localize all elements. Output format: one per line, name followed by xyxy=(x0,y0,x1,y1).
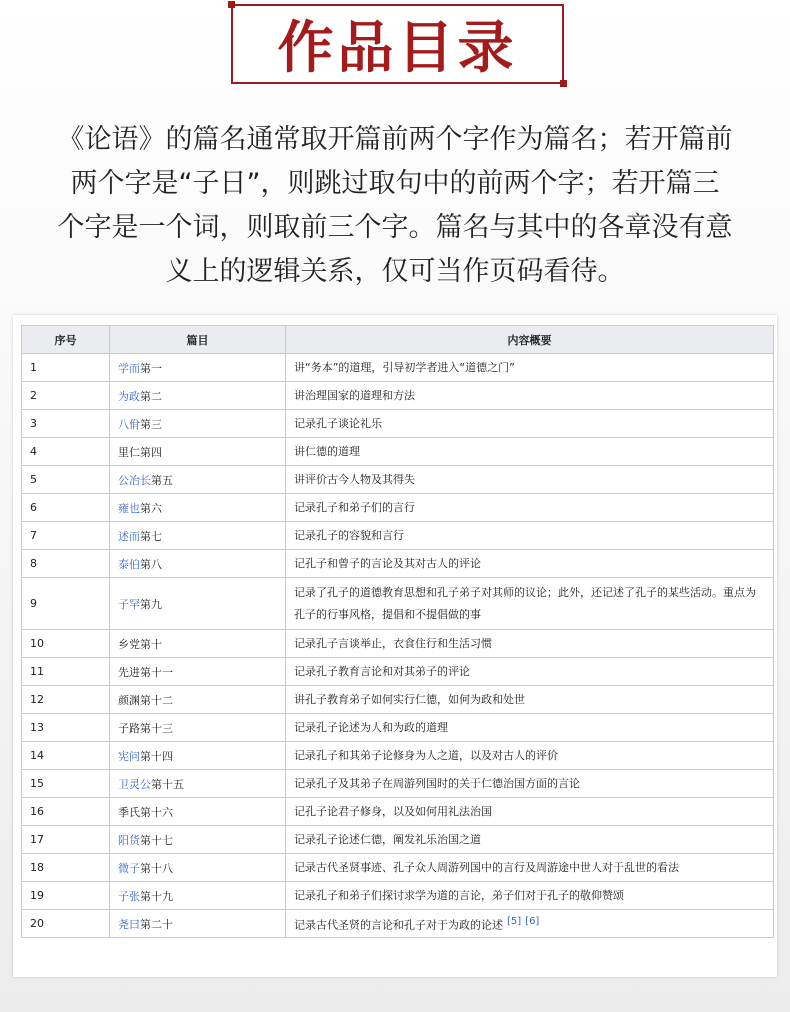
chapter-cell xyxy=(110,798,286,826)
intro-line: 两个字是“子日”，则跳过取句中的前两个字；若开篇三 xyxy=(70,168,720,199)
summary-text: 记录孔子及其弟子在周游列国时的关于仁德治国方面的言论 xyxy=(294,776,580,790)
chapter-link[interactable]: 卫灵公 xyxy=(118,777,151,791)
summary-text: 记录孔子和弟子们探讨求学为道的言论，弟子们对于孔子的敬仰赞颂 xyxy=(294,888,624,902)
intro-paragraph xyxy=(42,118,748,294)
header-summary: 内容概要 xyxy=(286,326,774,354)
chapter-name: 第十八 xyxy=(140,861,173,875)
corner-decoration xyxy=(560,80,567,87)
row-number: 5 xyxy=(22,466,110,494)
title-box xyxy=(231,4,564,84)
summary-text: 记录孔子的容貌和言行 xyxy=(294,528,404,542)
row-number: 7 xyxy=(22,522,110,550)
row-number: 19 xyxy=(22,882,110,910)
corner-decoration xyxy=(228,1,235,8)
table-row xyxy=(22,382,774,410)
chapter-cell xyxy=(110,658,286,686)
summary-text: 记录了孔子的道德教育思想和孔子弟子对其师的议论；此外，还记述了孔子的某些活动。重点为孔子的行事风格，提倡和不提倡做的事 xyxy=(294,585,756,621)
row-number: 13 xyxy=(22,714,110,742)
summary-text: 记录孔子和弟子们的言行 xyxy=(294,500,415,514)
chapter-cell xyxy=(110,770,286,798)
row-number: 3 xyxy=(22,410,110,438)
row-number: 16 xyxy=(22,798,110,826)
row-number: 18 xyxy=(22,854,110,882)
table-row xyxy=(22,522,774,550)
chapter-link[interactable]: 为政 xyxy=(118,389,140,403)
chapter-name: 第三 xyxy=(140,417,162,431)
chapter-name: 里仁第四 xyxy=(118,445,162,459)
chapter-name: 第七 xyxy=(140,529,162,543)
chapter-cell xyxy=(110,630,286,658)
table-row xyxy=(22,686,774,714)
summary-cell xyxy=(286,910,774,938)
row-number: 20 xyxy=(22,910,110,938)
chapter-name: 先进第十一 xyxy=(118,665,173,679)
table-row xyxy=(22,438,774,466)
header-chapter: 篇目 xyxy=(110,326,286,354)
chapter-link[interactable]: 微子 xyxy=(118,861,140,875)
summary-text: 记录孔子教育言论和对其弟子的评论 xyxy=(294,664,470,678)
summary-cell xyxy=(286,354,774,382)
summary-text: 记录孔子论述仁德，阐发礼乐治国之道 xyxy=(294,832,481,846)
summary-text: 记录孔子谈论礼乐 xyxy=(294,416,382,430)
chapter-cell xyxy=(110,438,286,466)
summary-cell xyxy=(286,438,774,466)
summary-cell xyxy=(286,410,774,438)
chapter-cell xyxy=(110,686,286,714)
table-row xyxy=(22,354,774,382)
chapter-cell xyxy=(110,550,286,578)
chapter-cell xyxy=(110,578,286,630)
chapter-name: 乡党第十 xyxy=(118,637,162,651)
chapter-link[interactable]: 子张 xyxy=(118,889,140,903)
summary-cell xyxy=(286,382,774,410)
table-row xyxy=(22,770,774,798)
summary-text: 记录古代圣贤的言论和孔子对于为政的论述 xyxy=(294,918,503,932)
reference-link[interactable]: [5] xyxy=(507,915,522,927)
summary-cell xyxy=(286,882,774,910)
chapter-name: 第五 xyxy=(151,473,173,487)
chapter-name: 第八 xyxy=(140,557,162,571)
row-number: 15 xyxy=(22,770,110,798)
row-number: 1 xyxy=(22,354,110,382)
chapter-link[interactable]: 学而 xyxy=(118,361,140,375)
row-number: 10 xyxy=(22,630,110,658)
chapter-link[interactable]: 公冶长 xyxy=(118,473,151,487)
row-number: 12 xyxy=(22,686,110,714)
chapter-cell xyxy=(110,882,286,910)
header-num: 序号 xyxy=(22,326,110,354)
table-row xyxy=(22,494,774,522)
row-number: 8 xyxy=(22,550,110,578)
summary-text: 讲“务本”的道理，引导初学者进入“道德之门” xyxy=(294,360,515,374)
summary-cell xyxy=(286,742,774,770)
chapter-name: 第十九 xyxy=(140,889,173,903)
row-number: 17 xyxy=(22,826,110,854)
chapter-link[interactable]: 泰伯 xyxy=(118,557,140,571)
summary-text: 讲仁德的道理 xyxy=(294,444,360,458)
table-row xyxy=(22,882,774,910)
chapter-name: 第十五 xyxy=(151,777,184,791)
chapter-cell xyxy=(110,714,286,742)
summary-cell xyxy=(286,630,774,658)
contents-table xyxy=(21,325,774,938)
table-row xyxy=(22,826,774,854)
chapter-name: 第十七 xyxy=(140,833,173,847)
reference-link[interactable]: [6] xyxy=(525,915,540,927)
page-title: 作品目录 xyxy=(277,16,518,81)
chapter-link[interactable]: 子罕 xyxy=(118,597,140,611)
chapter-link[interactable]: 宪问 xyxy=(118,749,140,763)
summary-cell xyxy=(286,494,774,522)
summary-cell xyxy=(286,770,774,798)
table-header-row xyxy=(22,326,774,354)
chapter-cell xyxy=(110,826,286,854)
chapter-link[interactable]: 尧曰 xyxy=(118,917,140,931)
chapter-name: 第一 xyxy=(140,361,162,375)
chapter-cell xyxy=(110,854,286,882)
chapter-cell xyxy=(110,522,286,550)
table-row xyxy=(22,630,774,658)
table-row xyxy=(22,910,774,938)
chapter-name: 第十四 xyxy=(140,749,173,763)
chapter-name: 第二十 xyxy=(140,917,173,931)
summary-text: 记录孔子和其弟子论修身为人之道，以及对古人的评价 xyxy=(294,748,558,762)
summary-cell xyxy=(286,658,774,686)
table-row xyxy=(22,742,774,770)
chapter-name: 季氏第十六 xyxy=(118,805,173,819)
row-number: 4 xyxy=(22,438,110,466)
table-row xyxy=(22,466,774,494)
chapter-cell xyxy=(110,410,286,438)
chapter-name: 第二 xyxy=(140,389,162,403)
summary-text: 讲评价古今人物及其得失 xyxy=(294,472,415,486)
intro-line: 个字是一个词，则取前三个字。篇名与其中的各章没有意 xyxy=(57,212,733,243)
chapter-cell xyxy=(110,466,286,494)
summary-cell xyxy=(286,714,774,742)
table-row xyxy=(22,658,774,686)
chapter-link[interactable]: 述而 xyxy=(118,529,140,543)
row-number: 2 xyxy=(22,382,110,410)
summary-cell xyxy=(286,686,774,714)
summary-cell xyxy=(286,522,774,550)
summary-text: 记录孔子论述为人和为政的道理 xyxy=(294,720,448,734)
table-row xyxy=(22,578,774,630)
table-row xyxy=(22,714,774,742)
summary-text: 讲治理国家的道理和方法 xyxy=(294,388,415,402)
table-row xyxy=(22,854,774,882)
intro-line: 《论语》的篇名通常取开篇前两个字作为篇名；若开篇前 xyxy=(57,124,733,155)
row-number: 11 xyxy=(22,658,110,686)
summary-text: 讲孔子教育弟子如何实行仁德，如何为政和处世 xyxy=(294,692,525,706)
summary-cell xyxy=(286,798,774,826)
summary-cell xyxy=(286,550,774,578)
row-number: 6 xyxy=(22,494,110,522)
summary-text: 记孔子和曾子的言论及其对古人的评论 xyxy=(294,556,481,570)
chapter-cell xyxy=(110,354,286,382)
intro-line: 义上的逻辑关系，仅可当作页码看待。 xyxy=(165,256,625,287)
table-row xyxy=(22,410,774,438)
chapter-link[interactable]: 雍也 xyxy=(118,501,140,515)
summary-cell xyxy=(286,826,774,854)
table-row xyxy=(22,550,774,578)
chapter-cell xyxy=(110,910,286,938)
table-card xyxy=(13,315,777,977)
summary-cell xyxy=(286,854,774,882)
table-row xyxy=(22,798,774,826)
chapter-name: 第九 xyxy=(140,597,162,611)
chapter-name: 子路第十三 xyxy=(118,721,173,735)
chapter-link[interactable]: 八佾 xyxy=(118,417,140,431)
chapter-cell xyxy=(110,742,286,770)
chapter-name: 第六 xyxy=(140,501,162,515)
summary-text: 记孔子论君子修身，以及如何用礼法治国 xyxy=(294,804,492,818)
chapter-name: 颜渊第十二 xyxy=(118,693,173,707)
row-number: 14 xyxy=(22,742,110,770)
chapter-cell xyxy=(110,382,286,410)
chapter-link[interactable]: 阳货 xyxy=(118,833,140,847)
summary-text: 记录孔子言谈举止，衣食住行和生活习惯 xyxy=(294,636,492,650)
chapter-cell xyxy=(110,494,286,522)
summary-cell xyxy=(286,466,774,494)
summary-cell xyxy=(286,578,774,630)
row-number: 9 xyxy=(22,578,110,630)
table-body xyxy=(22,354,774,938)
summary-text: 记录古代圣贤事迹、孔子众人周游列国中的言行及周游途中世人对于乱世的看法 xyxy=(294,860,679,874)
